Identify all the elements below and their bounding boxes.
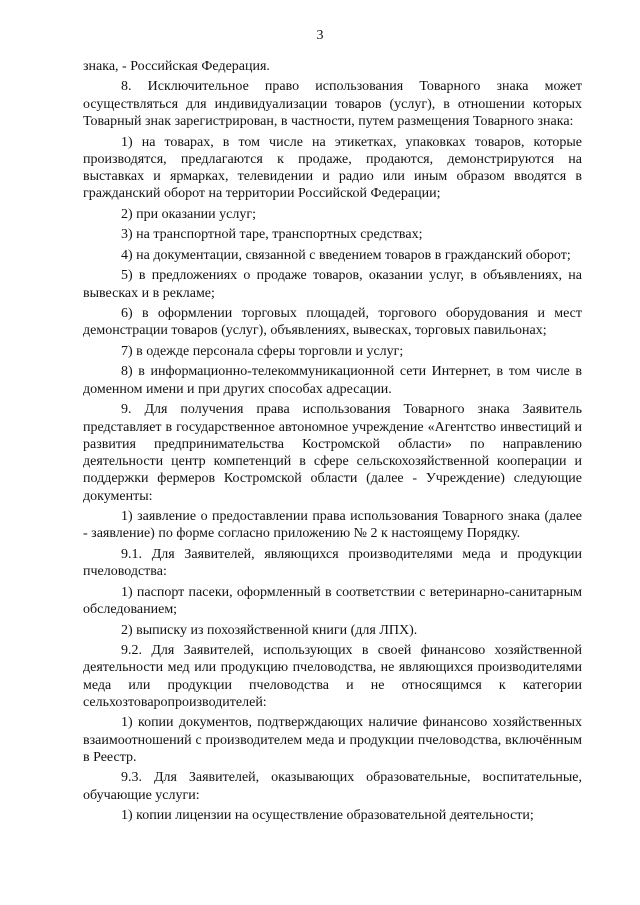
list-item: 8) в информационно-телекоммуникационной сети Интернет, в том числе в доменном имени и при других способах адресации. bbox=[83, 364, 582, 397]
list-item: 6) в оформлении торговых площадей, торгового оборудования и мест демонстрации товаров (услуг), объявлениях, вывесках, торговых павильонах; bbox=[83, 306, 582, 339]
list-item: 1) паспорт пасеки, оформленный в соответствии с ветеринарно-санитарным обследованием; bbox=[83, 584, 582, 618]
paragraph-clause-9-2: 9.2. Для Заявителей, использующих в своей финансово хозяйственной деятельности мед или продукцию пчеловодства, не являющихся производителями меда или продукции пчеловодства и не относящимся к категории сельхозтоваропроизводителей: bbox=[83, 643, 582, 710]
paragraph-clause-9-1: 9.1. Для Заявителей, являющихся производителями меда и продукции пчеловодства: bbox=[83, 546, 582, 580]
paragraph-clause-8: 8. Исключительное право использования Товарного знака может осуществляться для индивидуализации товаров (услуг), в отношении которых Товарный знак зарегистрирован, в частности, путем размещения Товарного знака: bbox=[83, 79, 582, 130]
list-item: 7) в одежде персонала сферы торговли и услуг; bbox=[121, 343, 404, 359]
list-item: 3) на транспортной таре, транспортных средствах; bbox=[121, 227, 423, 243]
list-item: 4) на документации, связанной с введением товаров в гражданский оборот; bbox=[121, 247, 571, 263]
page-number: 3 bbox=[316, 28, 324, 43]
list-item: 1) на товарах, в том числе на этикетках, упаковках товаров, которые производятся, предлагаются к продаже, продаются, демонстрируются на выставках и ярмарках, телевидении и радио или иным образом вводятся в гражданский оборот на территории Российской Федерации; bbox=[83, 134, 582, 202]
list-item: 1) заявление о предоставлении права использования Товарного знака (далее - заявление) по форме согласно приложению № 2 к настоящему Порядку. bbox=[83, 509, 582, 542]
list-item: 1) копии документов, подтверждающих наличие финансово хозяйственных взаимоотношений с производителем меда и продукции пчеловодства, включённым в Реестр. bbox=[83, 715, 582, 765]
list-item: 5) в предложениях о продаже товаров, оказании услуг, в объявлениях, на вывесках и в рекламе; bbox=[83, 268, 582, 301]
paragraph-clause-9-3: 9.3. Для Заявителей, оказывающих образовательные, воспитательные, обучающие услуги: bbox=[83, 770, 582, 803]
list-item: 2) выписку из похозяйственной книги (для ЛПХ). bbox=[121, 622, 418, 638]
list-item: 2) при оказании услуг; bbox=[121, 206, 257, 222]
paragraph: знака, - Российская Федерация. bbox=[83, 59, 270, 74]
list-item: 1) копии лицензии на осуществление образовательной деятельности; bbox=[121, 808, 534, 824]
document-body bbox=[83, 58, 582, 828]
paragraph-clause-9: 9. Для получения права использования Товарного знака Заявитель представляет в государственное автономное учреждение «Агентство инвестиций и развития предпринимательства Костромской области» по направлению деятельности центр компетенций в сфере сельскохозяйственной кооперации и поддержки фермеров Костромской области (далее - Учреждение) следующие документы: bbox=[83, 402, 582, 504]
